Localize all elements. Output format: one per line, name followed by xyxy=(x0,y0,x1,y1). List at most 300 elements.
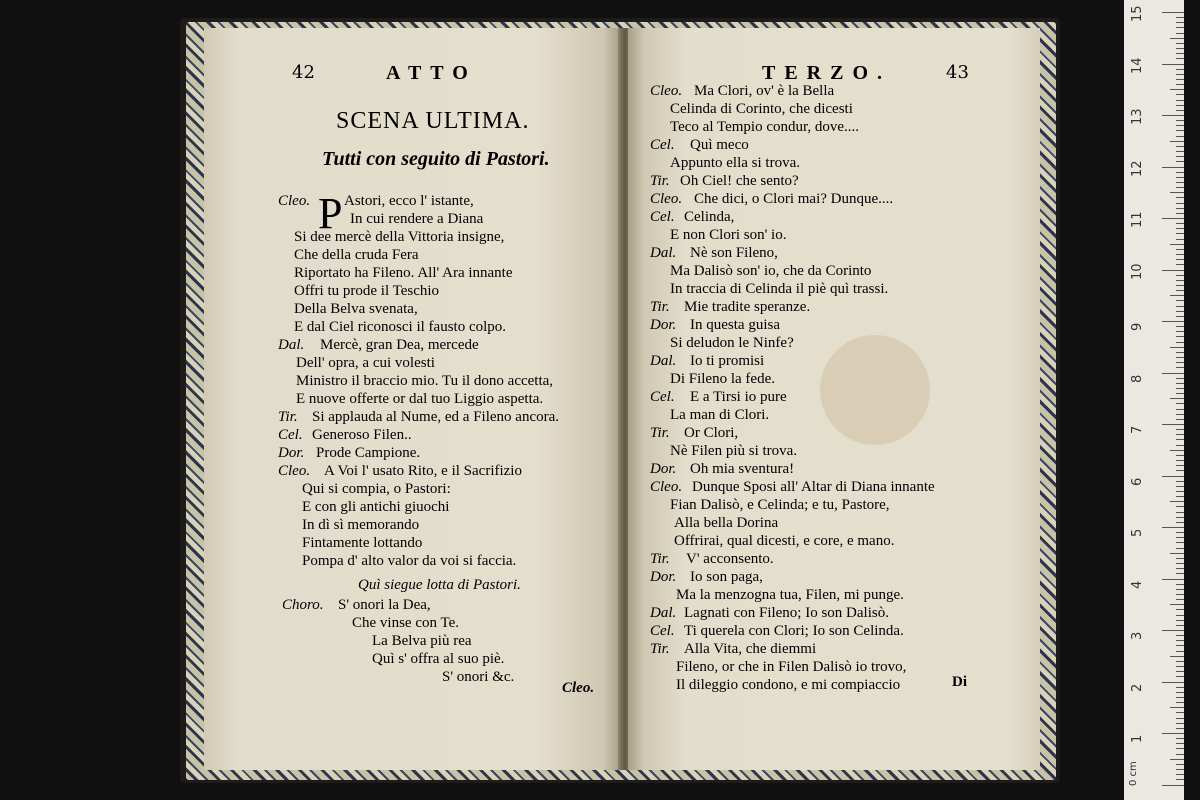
line-text: Che vinse con Te. xyxy=(352,615,459,631)
line-text: Alla bella Dorina xyxy=(674,515,779,531)
ruler-tick xyxy=(1176,723,1184,724)
ruler-tick xyxy=(1176,640,1184,641)
ruler-tick xyxy=(1176,378,1184,379)
ruler-tick xyxy=(1176,506,1184,507)
ruler-tick xyxy=(1176,748,1184,749)
dialogue-line xyxy=(278,552,618,570)
line-text: Qui si compia, o Pastori: xyxy=(302,481,451,497)
ruler-tick xyxy=(1176,584,1184,585)
drop-cap: P xyxy=(318,189,343,238)
ruler-tick xyxy=(1176,342,1184,343)
speaker-label: Dor. xyxy=(650,317,677,333)
speaker-label: Cleo. xyxy=(650,479,683,495)
ruler-tick xyxy=(1162,115,1184,116)
ruler-tick xyxy=(1176,357,1184,358)
line-text: S' onori la Dea, xyxy=(338,597,431,613)
dialogue-line xyxy=(278,192,618,210)
ruler-tick xyxy=(1170,450,1184,451)
speaker-label: Cleo. xyxy=(650,83,683,99)
ruler-tick xyxy=(1176,465,1184,466)
dialogue-line xyxy=(650,370,1030,388)
chorus-line xyxy=(282,668,602,686)
ruler-tick xyxy=(1162,12,1184,13)
line-text: Astori, ecco l' istante, xyxy=(344,193,474,209)
ruler-tick xyxy=(1176,151,1184,152)
chorus-line xyxy=(282,614,602,632)
speaker-label: Dal. xyxy=(650,353,677,369)
ruler-tick xyxy=(1176,548,1184,549)
ruler-tick xyxy=(1176,197,1184,198)
dialogue-line xyxy=(650,496,1030,514)
ruler-number: 13 xyxy=(1130,108,1145,125)
ruler-number: 12 xyxy=(1130,159,1145,177)
speaker-label: Tir. xyxy=(650,173,670,189)
speaker-label: Tir. xyxy=(650,425,670,441)
ruler-number: 6 xyxy=(1130,477,1145,486)
ruler-tick xyxy=(1176,481,1184,482)
ruler-number: 10 xyxy=(1130,262,1145,280)
ruler-number: 8 xyxy=(1130,374,1145,383)
dialogue-line xyxy=(650,172,1030,190)
ruler-unit-label: 0 cm xyxy=(1128,761,1139,786)
ruler-tick xyxy=(1176,331,1184,332)
ruler-tick xyxy=(1176,172,1184,173)
right-running-head: TERZO. xyxy=(762,62,892,84)
line-text: Ti querela con Clori; Io son Celinda. xyxy=(684,623,904,639)
ruler-tick xyxy=(1176,105,1184,106)
ruler-tick xyxy=(1176,290,1184,291)
dialogue-line xyxy=(278,210,618,228)
line-text: Riportato ha Fileno. All' Ara innante xyxy=(294,265,513,281)
line-text: Ma la menzogna tua, Filen, mi punge. xyxy=(676,587,904,603)
ruler-tick xyxy=(1176,58,1184,59)
speaker-label: Dor. xyxy=(650,461,677,477)
ruler-tick xyxy=(1162,630,1184,631)
ruler-tick xyxy=(1170,707,1184,708)
dialogue-line xyxy=(278,462,618,480)
dialogue-line xyxy=(650,262,1030,280)
ruler-tick xyxy=(1176,213,1184,214)
ruler-tick xyxy=(1176,125,1184,126)
dialogue-line xyxy=(650,388,1030,406)
ruler-tick xyxy=(1176,254,1184,255)
ruler-tick xyxy=(1176,130,1184,131)
ruler-tick xyxy=(1176,764,1184,765)
dialogue-line xyxy=(650,208,1030,226)
speaker-label: Dal. xyxy=(650,245,677,261)
ruler-tick xyxy=(1176,326,1184,327)
dialogue-line xyxy=(650,298,1030,316)
ruler-tick xyxy=(1176,563,1184,564)
ruler-tick xyxy=(1176,568,1184,569)
ruler-tick xyxy=(1176,239,1184,240)
line-text: E non Clori son' io. xyxy=(670,227,787,243)
ruler-tick xyxy=(1170,656,1184,657)
ruler-tick xyxy=(1176,79,1184,80)
speaker-label: Dal. xyxy=(650,605,677,621)
line-text: E con gli antichi giuochi xyxy=(302,499,450,515)
line-text: A Voi l' usato Rito, e il Sacrifizio xyxy=(324,463,522,479)
right-page-number: 43 xyxy=(946,62,969,83)
ruler-tick xyxy=(1176,208,1184,209)
dialogue-line xyxy=(278,426,618,444)
ruler-tick xyxy=(1176,110,1184,111)
ruler-tick xyxy=(1176,182,1184,183)
dialogue-line xyxy=(650,460,1030,478)
ruler-tick xyxy=(1176,84,1184,85)
ruler-tick xyxy=(1176,306,1184,307)
ruler-tick xyxy=(1176,53,1184,54)
ruler-tick xyxy=(1176,259,1184,260)
dialogue-line xyxy=(650,586,1030,604)
ruler-tick xyxy=(1170,89,1184,90)
ruler-tick xyxy=(1170,192,1184,193)
ruler-tick xyxy=(1162,476,1184,477)
line-text: Io son paga, xyxy=(690,569,763,585)
speaker-label: Cel. xyxy=(650,137,675,153)
line-text: La man di Clori. xyxy=(670,407,770,423)
dialogue-line xyxy=(278,300,618,318)
dialogue-line xyxy=(278,498,618,516)
ruler-tick xyxy=(1162,733,1184,734)
ruler-tick xyxy=(1162,321,1184,322)
ruler-tick xyxy=(1176,22,1184,23)
line-text: Che dici, o Clori mai? Dunque.... xyxy=(694,191,894,207)
right-catchword: Di xyxy=(952,674,967,690)
dialogue-line xyxy=(650,622,1030,640)
line-text: V' acconsento. xyxy=(686,551,774,567)
line-text: Generoso Filen.. xyxy=(312,427,412,443)
speaker-label: Tir. xyxy=(650,299,670,315)
dialogue-line xyxy=(650,550,1030,568)
line-text: Nè Filen più si trova. xyxy=(670,443,798,459)
ruler-tick xyxy=(1176,692,1184,693)
dialogue-line xyxy=(278,246,618,264)
ruler-number: 5 xyxy=(1130,528,1145,537)
ruler-tick xyxy=(1176,429,1184,430)
dialogue-line xyxy=(278,264,618,282)
speaker-label: Cleo. xyxy=(650,191,683,207)
ruler-tick xyxy=(1176,620,1184,621)
speaker-label: Cel. xyxy=(650,209,675,225)
ruler-tick xyxy=(1162,424,1184,425)
dialogue-line xyxy=(278,390,618,408)
scene-title: SCENA ULTIMA. xyxy=(336,108,530,134)
line-text: S' onori &c. xyxy=(442,669,515,685)
line-text: Celinda, xyxy=(684,209,735,225)
ruler-tick xyxy=(1176,156,1184,157)
ruler-tick xyxy=(1176,187,1184,188)
ruler-tick xyxy=(1176,671,1184,672)
speaker-label: Cel. xyxy=(650,389,675,405)
line-text: Ministro il braccio mio. Tu il dono accetta, xyxy=(296,373,554,389)
ruler-tick xyxy=(1176,249,1184,250)
left-running-head: ATTO xyxy=(386,62,477,84)
line-text: Appunto ella si trova. xyxy=(670,155,800,171)
stage-direction: Quì siegue lotta di Pastori. xyxy=(358,577,521,593)
line-text: Oh Ciel! che sento? xyxy=(680,173,799,189)
ruler-tick xyxy=(1176,645,1184,646)
dialogue-line xyxy=(650,532,1030,550)
chorus-line xyxy=(282,596,602,614)
ruler-number: 7 xyxy=(1130,425,1145,434)
ruler-tick xyxy=(1176,203,1184,204)
dialogue-line xyxy=(650,82,1030,100)
line-text: Fintamente lottando xyxy=(302,535,423,551)
ruler-tick xyxy=(1162,579,1184,580)
ruler-tick xyxy=(1170,347,1184,348)
ruler-tick xyxy=(1176,69,1184,70)
ruler-tick xyxy=(1176,728,1184,729)
dialogue-line xyxy=(650,568,1030,586)
chorus-line xyxy=(282,650,602,668)
ruler-tick xyxy=(1176,362,1184,363)
dialogue-line xyxy=(650,478,1030,496)
ruler-tick xyxy=(1176,754,1184,755)
ruler-number: 15 xyxy=(1130,5,1145,22)
dialogue-line xyxy=(278,444,618,462)
line-text: Mercè, gran Dea, mercede xyxy=(320,337,479,353)
ruler-tick xyxy=(1170,244,1184,245)
dialogue-line xyxy=(650,658,1030,676)
ruler-tick xyxy=(1176,542,1184,543)
ruler-tick xyxy=(1162,64,1184,65)
ruler-tick xyxy=(1170,398,1184,399)
ruler-tick xyxy=(1162,682,1184,683)
line-text: Mie tradite speranze. xyxy=(684,299,811,315)
ruler-tick xyxy=(1176,352,1184,353)
line-text: Il dileggio condono, e mi compiaccio xyxy=(676,677,901,693)
left-page-number: 42 xyxy=(292,62,315,83)
line-text: Ma Clori, ov' è la Bella xyxy=(694,83,835,99)
ruler-tick xyxy=(1170,553,1184,554)
line-text: Nè son Fileno, xyxy=(690,245,778,261)
ruler-tick xyxy=(1170,501,1184,502)
ruler-tick xyxy=(1170,141,1184,142)
ruler-tick xyxy=(1176,33,1184,34)
ruler-tick xyxy=(1176,100,1184,101)
dialogue-line xyxy=(278,354,618,372)
dialogue-line xyxy=(650,100,1030,118)
line-text: E dal Ciel riconosci il fausto colpo. xyxy=(294,319,507,335)
ruler-tick xyxy=(1162,270,1184,271)
ruler-tick xyxy=(1176,285,1184,286)
ruler-tick xyxy=(1176,393,1184,394)
ruler-tick xyxy=(1162,785,1184,786)
speaker-label: Cel. xyxy=(278,427,303,443)
ruler-tick xyxy=(1176,697,1184,698)
ruler-tick xyxy=(1176,517,1184,518)
ruler-tick xyxy=(1176,388,1184,389)
ruler-tick xyxy=(1176,48,1184,49)
line-text: In traccia di Celinda il piè quì trassi. xyxy=(670,281,889,297)
ruler-tick xyxy=(1176,177,1184,178)
line-text: Offrirai, qual dicesti, e core, e mano. xyxy=(674,533,895,549)
speaker-label: Dal. xyxy=(278,337,305,353)
ruler-tick xyxy=(1176,666,1184,667)
dialogue-line xyxy=(278,282,618,300)
ruler-tick xyxy=(1176,455,1184,456)
ruler-tick xyxy=(1176,573,1184,574)
line-text: Dunque Sposi all' Altar di Diana innante xyxy=(692,479,935,495)
ruler-tick xyxy=(1176,651,1184,652)
dialogue-line xyxy=(650,424,1030,442)
line-text: Oh mia sventura! xyxy=(690,461,795,477)
line-text: Si dee mercè della Vittoria insigne, xyxy=(294,229,505,245)
ruler-tick xyxy=(1176,738,1184,739)
line-text: Teco al Tempio condur, dove.... xyxy=(670,119,860,135)
ruler-tick xyxy=(1176,486,1184,487)
ruler-tick xyxy=(1176,336,1184,337)
ruler-tick xyxy=(1176,311,1184,312)
line-text: Ma Dalisò son' io, che da Corinto xyxy=(670,263,872,279)
speaker-label: Cel. xyxy=(650,623,675,639)
ruler-tick xyxy=(1176,223,1184,224)
line-text: Offri tu prode il Teschio xyxy=(294,283,440,299)
ruler-tick xyxy=(1176,27,1184,28)
ruler-tick xyxy=(1176,769,1184,770)
line-text: E a Tirsi io pure xyxy=(690,389,787,405)
dialogue-line xyxy=(650,406,1030,424)
line-text: La Belva più rea xyxy=(372,633,472,649)
ruler-tick xyxy=(1176,316,1184,317)
ruler-tick xyxy=(1176,280,1184,281)
ruler-tick xyxy=(1176,445,1184,446)
dialogue-line xyxy=(650,190,1030,208)
ruler-tick xyxy=(1176,491,1184,492)
dialogue-line xyxy=(650,334,1030,352)
speaker-label: Choro. xyxy=(282,597,324,613)
ruler-tick xyxy=(1176,470,1184,471)
ruler-tick xyxy=(1176,74,1184,75)
ruler-tick xyxy=(1176,599,1184,600)
chorus-line xyxy=(282,632,602,650)
ruler-tick xyxy=(1176,275,1184,276)
line-text: Alla Vita, che diemmi xyxy=(684,641,817,657)
line-text: Quì meco xyxy=(690,137,749,153)
ruler-tick xyxy=(1176,17,1184,18)
ruler-number: 11 xyxy=(1130,211,1145,228)
ruler-tick xyxy=(1176,146,1184,147)
line-text: Fileno, or che in Filen Dalisò io trovo, xyxy=(676,659,907,675)
line-text: Prode Campione. xyxy=(316,445,421,461)
ruler-tick xyxy=(1162,373,1184,374)
measurement-ruler xyxy=(1124,0,1184,800)
ruler-number: 14 xyxy=(1130,56,1145,74)
ruler-tick xyxy=(1176,409,1184,410)
ruler-number: 2 xyxy=(1130,683,1145,692)
ruler-tick xyxy=(1176,589,1184,590)
ruler-tick xyxy=(1176,367,1184,368)
ruler-tick xyxy=(1176,558,1184,559)
line-text: Si deludon le Ninfe? xyxy=(670,335,794,351)
line-text: Quì s' offra al suo piè. xyxy=(372,651,505,667)
ruler-tick xyxy=(1176,609,1184,610)
dialogue-line xyxy=(650,244,1030,262)
ruler-tick xyxy=(1176,419,1184,420)
ruler-tick xyxy=(1176,635,1184,636)
chorus-block xyxy=(282,596,602,686)
line-text: Io ti promisi xyxy=(690,353,765,369)
line-text: Or Clori, xyxy=(684,425,739,441)
line-text: Si applauda al Nume, ed a Fileno ancora. xyxy=(312,409,560,425)
ruler-tick xyxy=(1176,414,1184,415)
line-text: E nuove offerte or dal tuo Liggio aspetta. xyxy=(296,391,544,407)
ruler-tick xyxy=(1176,594,1184,595)
ruler-number: 3 xyxy=(1130,631,1145,640)
dialogue-line xyxy=(278,480,618,498)
speaker-label: Tir. xyxy=(650,551,670,567)
speaker-label: Dor. xyxy=(650,569,677,585)
dialogue-line xyxy=(278,228,618,246)
ruler-tick xyxy=(1176,136,1184,137)
line-text: In cui rendere a Diana xyxy=(350,211,484,227)
dialogue-line xyxy=(650,280,1030,298)
speaker-label: Tir. xyxy=(650,641,670,657)
ruler-tick xyxy=(1176,625,1184,626)
left-dialogue xyxy=(278,189,618,570)
speaker-label: Dor. xyxy=(278,445,305,461)
ruler-tick xyxy=(1170,295,1184,296)
ruler-tick xyxy=(1170,38,1184,39)
ruler-tick xyxy=(1176,43,1184,44)
ruler-tick xyxy=(1176,743,1184,744)
ruler-number: 1 xyxy=(1130,734,1145,743)
dialogue-line xyxy=(278,534,618,552)
line-text: Che della cruda Fera xyxy=(294,247,419,263)
ruler-tick xyxy=(1176,661,1184,662)
dialogue-line xyxy=(650,352,1030,370)
ruler-tick xyxy=(1176,383,1184,384)
dialogue-line xyxy=(650,442,1030,460)
ruler-tick xyxy=(1176,264,1184,265)
ruler-tick xyxy=(1176,94,1184,95)
ruler-tick xyxy=(1176,403,1184,404)
dialogue-line xyxy=(650,676,1030,694)
dialogue-line xyxy=(650,316,1030,334)
ruler-tick xyxy=(1176,460,1184,461)
ruler-number: 9 xyxy=(1130,322,1145,331)
ruler-tick xyxy=(1176,676,1184,677)
dialogue-line xyxy=(278,336,618,354)
ruler-tick xyxy=(1176,718,1184,719)
ruler-tick xyxy=(1176,702,1184,703)
ruler-tick xyxy=(1176,496,1184,497)
dialogue-line xyxy=(278,516,618,534)
ruler-tick xyxy=(1176,228,1184,229)
speaker-label: Cleo. xyxy=(278,463,311,479)
line-text: In questa guisa xyxy=(690,317,780,333)
dialogue-line xyxy=(650,226,1030,244)
ruler-tick xyxy=(1162,527,1184,528)
ruler-tick xyxy=(1162,218,1184,219)
dialogue-line xyxy=(278,318,618,336)
speaker-label: Cleo. xyxy=(278,193,311,209)
ruler-tick xyxy=(1162,167,1184,168)
scene-subtitle: Tutti con seguito di Pastori. xyxy=(322,148,550,170)
line-text: Celinda di Corinto, che dicesti xyxy=(670,101,853,117)
line-text: Di Fileno la fede. xyxy=(670,371,775,387)
ruler-tick xyxy=(1176,779,1184,780)
ruler-tick xyxy=(1176,434,1184,435)
right-dialogue xyxy=(650,82,1030,694)
dialogue-line xyxy=(650,118,1030,136)
line-text: Della Belva svenata, xyxy=(294,301,418,317)
ruler-tick xyxy=(1170,604,1184,605)
ruler-tick xyxy=(1176,712,1184,713)
ruler-tick xyxy=(1176,615,1184,616)
dialogue-line xyxy=(650,604,1030,622)
